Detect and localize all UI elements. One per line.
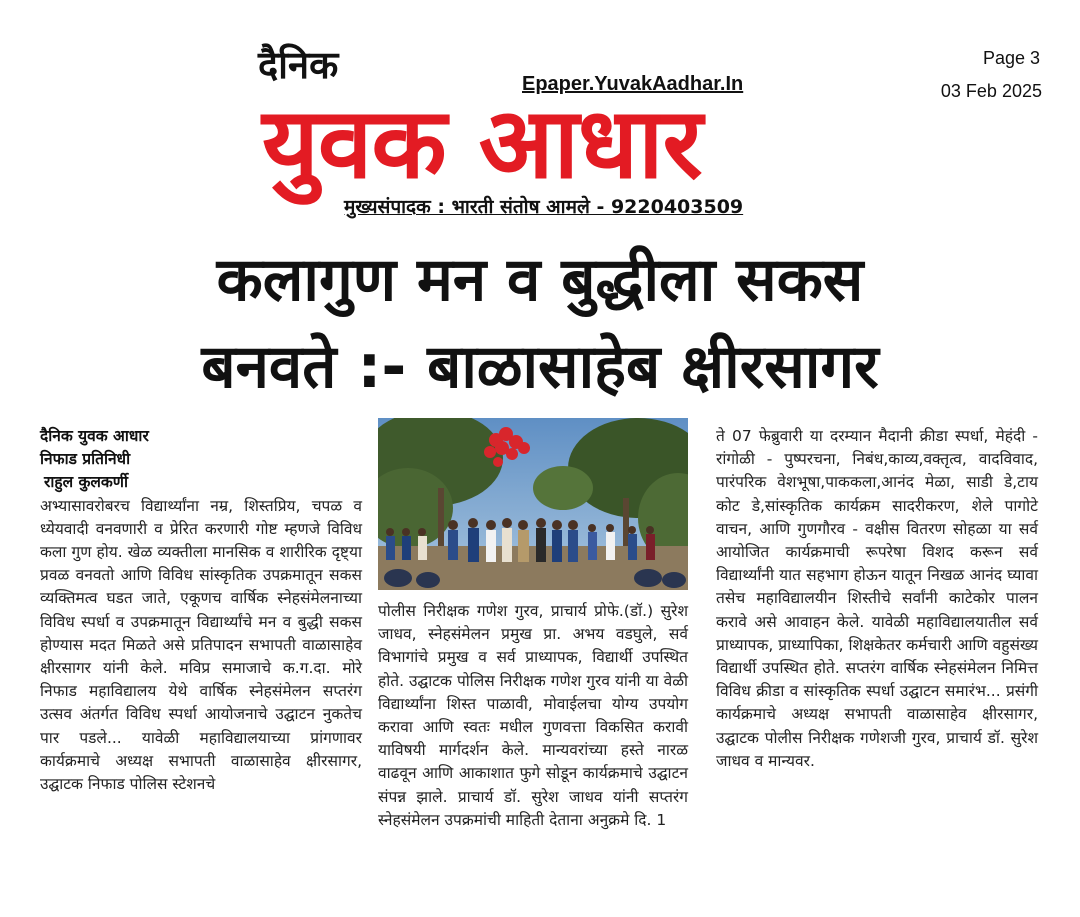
article-text-3: ते 07 फेब्रुवारी या दरम्यान मैदानी क्रीडा स्पर्धा, मेहंदी - रांगोळी - पुष्परचना, निबंध,काव्य,वक्तृत्व, वादविवाद, पारंपरिक वेशभूषा,पाककला,आनंद मेळा, साडी डे,टाय कोट डे,सांस्कृतिक कार्यक्रम सादरीकरण, शेले पागोटे वाचन, आणि गुणगौरव - वक्षीस वितरण सोहळा या सर्व आयोजित कार्यक्रमाची रूपरेषा विशद करून सर्व विद्यार्थ्यांनी यात सहभाग होऊन यातून निखळ आनंद घ्यावा तसेच महाविद्यालयीन शिस्तीचे सर्वांनी काटेकोर पालन करावे असे आवाहन केले. यावेळी महाविद्यालयातील सर्व प्राध्यापक, प्राध्यापिका, शिक्षकेतर कर्मचारी आणि वहुसंख्य विद्यार्थी उपस्थित होते. सप्तरंग वार्षिक स्नेहसंमेलन निमित्त विविध क्रीडा व सांस्कृतिक स्पर्धा उद्घाटन समारंभ... प्रसंगी कार्यक्रमाचे अध्यक्ष सभापती वाळासाहेव क्षीरसागर, उद्घाटक पोलीस निरीक्षक गणेशजी गुरव, प्राचार्य डॉ. सुरेश जाधव व मान्यवर.	[716, 427, 1038, 770]
article-text-2: पोलीस निरीक्षक गणेश गुरव, प्राचार्य प्रोफे.(डॉ.) सुरेश जाधव, स्नेहसंमेलन प्रमुख प्रा. अभय वडघुले, सर्व विभागांचे प्रमुख व सर्व प्राध्यापक, विद्यार्थी उपस्थित होते. उद्घाटक पोलिस निरीक्षक गणेश गुरव यांनी या वेळी विद्यार्थ्यांना शिस्त पाळावी, मोवाईलचा योग्य उपयोग करावा आणि स्वतः मधील गुणवत्ता विकसित करावी याविषयी मार्गदर्शन केले. मान्यवरांच्या हस्ते नारळ वाढवून आणि आकाशात फुगे सोडून कार्यक्रमाचे उद्घाटन संपन्न झाले. प्राचार्य डॉ. सुरेश जाधव यांनी सप्तरंग स्नेहसंमेलन उपक्रमांची माहिती देताना अनुक्रमे दि. 1	[378, 602, 688, 829]
chief-editor-line: मुख्यसंपादक : भारती संतोष आमले - 9220403509	[344, 196, 744, 218]
edition-date: 03 Feb 2025	[940, 81, 1042, 101]
newspaper-title: युवक आधार	[262, 87, 702, 201]
byline-reporter: राहुल कुलकर्णी	[44, 473, 129, 492]
article-column-2	[378, 600, 688, 832]
article-column-1	[40, 425, 362, 796]
article-column-3	[716, 425, 1038, 773]
article-text-1: अभ्यासावरोबरच विद्यार्थ्यांना नम्र, शिस्तप्रिय, चपळ व ध्येयवादी वनवणारी व प्रेरित करणारी गोष्ट म्हणजे विविध कला गुण होय. खेळ व्यक्तीला मानसिक व शारीरिक दृष्ट्या प्रवळ वनवतो आणि विविध सांस्कृतिक उपक्रमातून सकस व्यक्तिमत्व घडत जाते, एकूणच वार्षिक स्नेहसंमेलनाच्या विविध स्पर्धा व उपक्रमातून विद्यार्थ्यांचे मन व बुद्धी सकस होण्यास मदत मिळते असे प्रतिपादन सभापती वाळासाहेव क्षीरसागर यांनी केले. मविप्र समाजाचे क.ग.दा. मोरे निफाड महाविद्यालय येथे वार्षिक स्नेहसंमेलन सप्तरंग उत्सव अंतर्गत विविध स्पर्धा आयोजनाचे उद्घाटन नुकतेच पार पडले... यावेळी महाविद्यालयाच्या प्रांगणावर कार्यक्रमाचे अध्यक्ष सभापती वाळासाहेव क्षीरसागर, उद्घाटक निफाड पोलिस स्टेशनचे	[40, 496, 362, 794]
epaper-link[interactable]: Epaper.YuvakAadhar.In	[522, 73, 744, 95]
byline-paper: दैनिक युवक आधार	[40, 427, 149, 445]
byline-bureau: निफाड प्रतिनिधी	[40, 450, 131, 469]
headline-line-2: बनवते :- बाळासाहेब क्षीरसागर	[201, 332, 879, 402]
masthead-pretitle: दैनिक	[258, 43, 339, 87]
headline-line-1: कलागुण मन व बुद्धीला सकस	[216, 245, 864, 315]
event-photo	[378, 418, 688, 590]
page-number: Page 3	[982, 48, 1040, 68]
